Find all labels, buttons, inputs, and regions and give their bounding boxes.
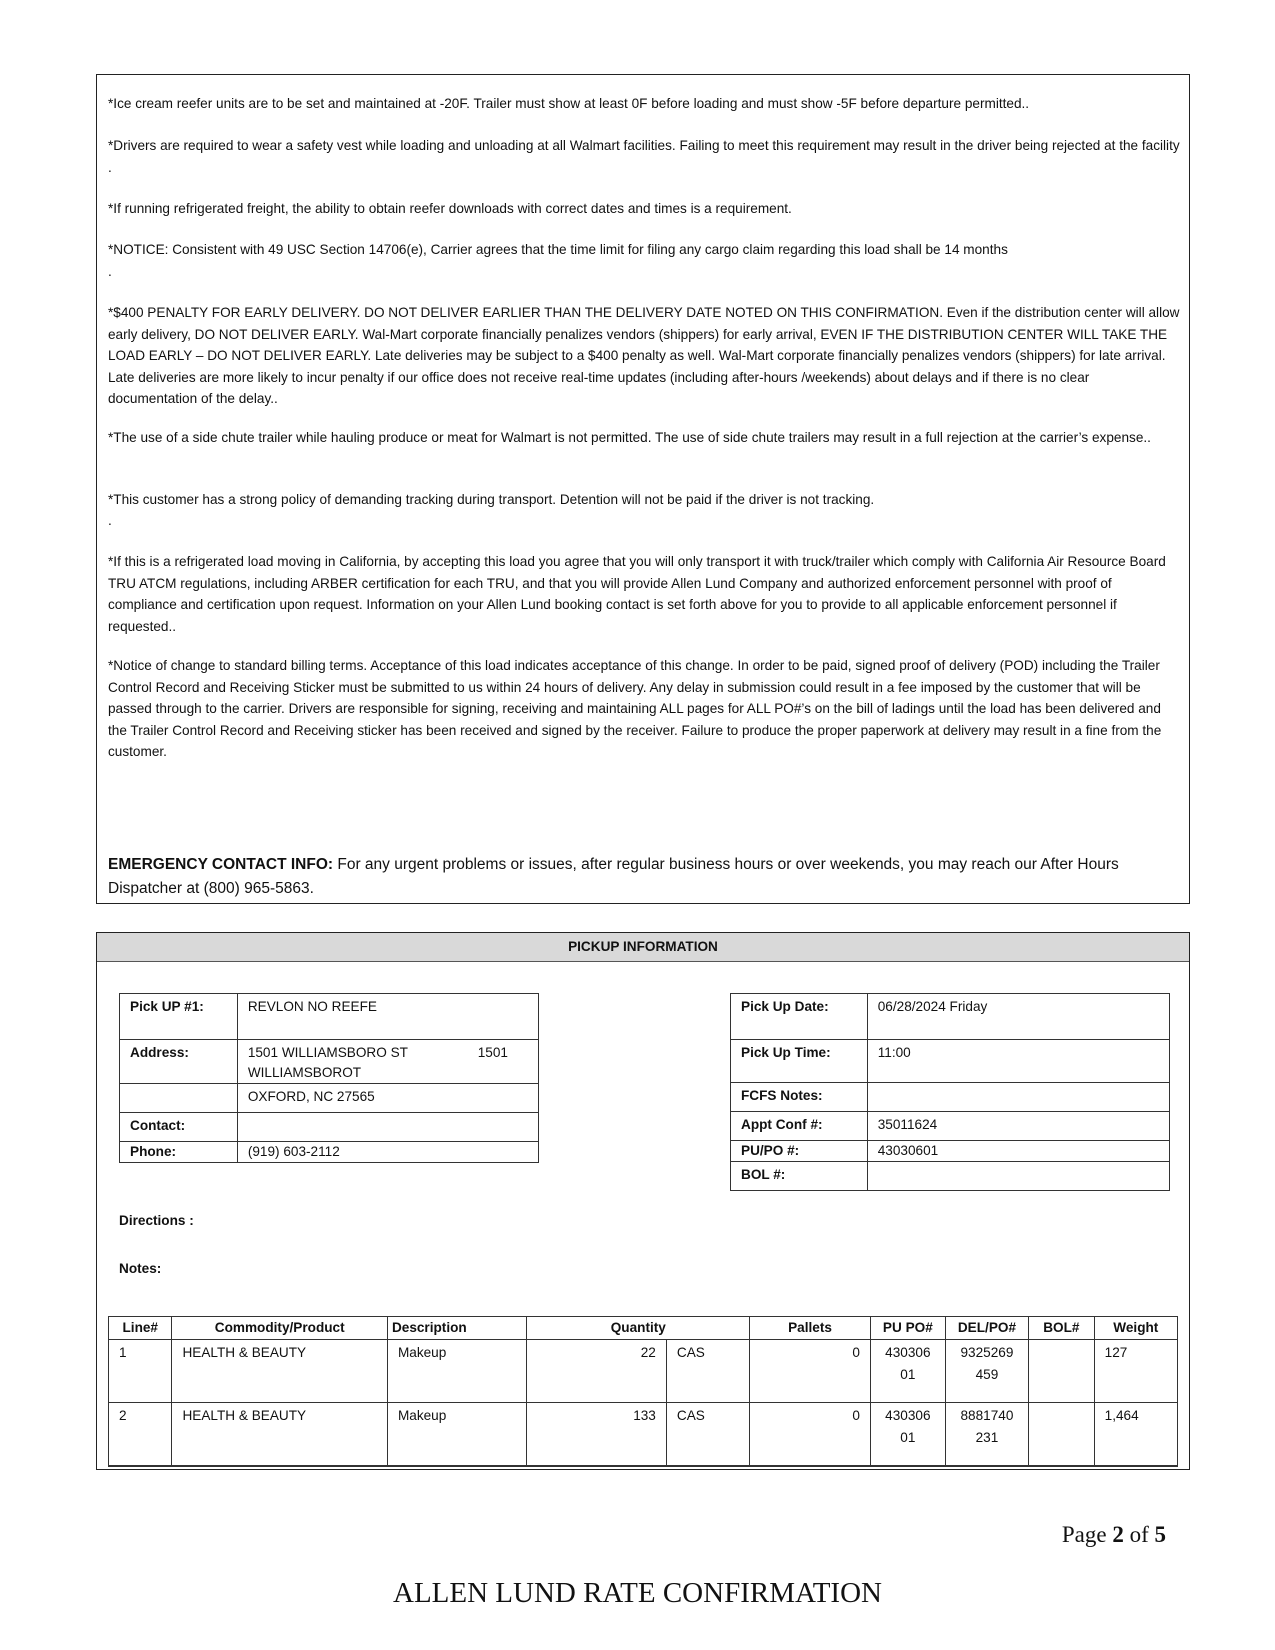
line-del-po-part: 9325269 [960,1345,1014,1360]
line-del-po-part: 459 [975,1367,999,1382]
bol-value [867,1162,1169,1191]
line-unit: CAS [666,1403,749,1466]
fcfs-notes-value [867,1083,1169,1112]
pickup-date-value: 06/28/2024 Friday [867,994,1169,1040]
line-description: Makeup [387,1403,526,1466]
table-row [109,1340,1178,1403]
line-quantity: 22 [527,1340,666,1403]
appt-conf-label: Appt Conf #: [731,1112,868,1141]
term-early-delivery: *$400 PENALTY FOR EARLY DELIVERY. DO NOT DELIVER EARLIER THAN THE DELIVERY DATE NOTED ON THIS CONFIRMATION. Even if the distribution center will allow early delivery, DO NOT DELIVER EARLY. Wal-Mart corporate financially penalizes vendors (shippers) for early arrival, EVEN IF THE DISTRIBUTION CENTER WILL TAKE THE LOAD EARLY – DO NOT DELIVER EARLY. Late deliveries may be subject to a $400 penalty as well. Wal-Mart corporate financially penalizes vendors (shippers) for late arrival. Late deliveries are more likely to incur penalty if our office does not receive real-time updates (including after-hours /weekends) about delays and if there is no clear documentation of the delay.. [108,305,1180,406]
col-description: Description [387,1317,526,1340]
col-pu-po: PU PO# [870,1317,945,1340]
term-side-chute: *The use of a side chute trailer while hauling produce or meat for Walmart is not permitted. The use of side chute trailers may result in a full rejection at the carrier’s expense.. [108,430,1151,445]
page-prefix: Page [1061,1522,1113,1547]
notes-label: Notes: [119,1261,162,1276]
col-commodity: Commodity/Product [172,1317,387,1340]
term-dot: . [108,513,112,528]
address-lines [237,1040,538,1084]
terms-section [96,74,1190,904]
line-unit: CAS [666,1340,749,1403]
emergency-label: EMERGENCY CONTACT INFO: [108,856,334,873]
page-number [1062,1522,1166,1548]
pu-po-label: PU/PO #: [731,1141,868,1162]
line-bol [1029,1340,1095,1403]
col-quantity: Quantity [527,1317,750,1340]
col-bol: BOL# [1029,1317,1095,1340]
line-quantity: 133 [527,1403,666,1466]
line-del-po-part: 231 [975,1430,999,1445]
term-cargo-claim: *NOTICE: Consistent with 49 USC Section 14706(e), Carrier agrees that the time limit for filing any cargo claim regarding this load shall be 14 months [108,242,1008,257]
fcfs-notes-label: FCFS Notes: [731,1083,868,1112]
line-number: 2 [109,1403,172,1466]
line-number: 1 [109,1340,172,1403]
address-number: 1501 [477,1045,508,1060]
line-commodity: HEALTH & BEAUTY [172,1403,387,1466]
term-reefer-downloads: *If running refrigerated freight, the ability to obtain reefer downloads with correct dates and times is a requirement. [108,201,792,216]
line-pu-po-part: 01 [900,1430,916,1445]
pickup-header: PICKUP INFORMATION [97,933,1189,962]
pickup-right-table [730,993,1170,1191]
address-line2: WILLIAMSBOROT [247,1065,362,1080]
line-pu-po-part: 430306 [885,1345,931,1360]
pu-po-value: 43030601 [867,1141,1169,1162]
term-safety-vest: *Drivers are required to wear a safety vest while loading and unloading at all Walmart facilities. Failing to meet this requirement may result in the driver being rejected at the facility . [108,138,1180,175]
directions-label: Directions : [119,1213,194,1228]
phone-label: Phone: [120,1142,238,1163]
line-bol [1029,1403,1095,1466]
pickup-section [96,932,1190,1470]
pickup-date-label: Pick Up Date: [731,994,868,1040]
pickup-left-table [119,993,539,1163]
address-label: Address: [120,1040,238,1084]
line-weight: 1,464 [1094,1403,1177,1466]
line-items-table [108,1316,1178,1467]
line-pu-po [870,1403,945,1466]
line-del-po-part: 8881740 [960,1408,1014,1423]
term-billing: *Notice of change to standard billing terms. Acceptance of this load indicates acceptance of this change. In order to be paid, signed proof of delivery (POD) including the Trailer Control Record and Receiving Sticker must be submitted to us within 24 hours of delivery. Any delay in submission could result in a fee imposed by the customer that will be passed through to the carrier. Drivers are responsible for signing, receiving and maintaining ALL pages for ALL PO#’s on the bill of ladings until the load has been delivered and the Trailer Control Record and Receiving sticker has been received and signed by the receiver. Failure to produce the proper paperwork at delivery may result in a fine from the customer. [108,658,1162,759]
pickup-time-label: Pick Up Time: [731,1040,868,1083]
term-ice-cream: *Ice cream reefer units are to be set and maintained at -20F. Trailer must show at least 0F before loading and must show -5F before departure permitted.. [108,96,1030,111]
line-del-po [945,1403,1028,1466]
term-tracking: *This customer has a strong policy of demanding tracking during transport. Detention will not be paid if the driver is not tracking. [108,492,875,507]
address-line1: 1501 WILLIAMSBORO ST [247,1045,408,1060]
emergency-text: For any urgent problems or issues, after regular business hours or over weekends, you may reach our After Hours Dispatcher at (800) 965-5863. [108,856,1119,897]
col-line: Line# [109,1317,172,1340]
pickup-name: REVLON NO REEFE [237,994,538,1040]
line-pu-po-part: 01 [900,1367,916,1382]
line-pu-po-part: 430306 [885,1408,931,1423]
term-california: *If this is a refrigerated load moving in California, by accepting this load you agree that you will only transport it with truck/trailer which comply with California Air Resource Board TRU ATCM regulations, including ARBER certification for each TRU, and that you will provide Allen Lund Company and authorized enforcement personnel with proof of compliance and certification upon request. Information on your Allen Lund booking contact is set forth above for you to provide to all applicable enforcement personnel if requested.. [108,554,1166,634]
contact-label: Contact: [120,1113,238,1142]
pickup-time-value: 11:00 [867,1040,1169,1083]
phone-value: (919) 603-2112 [237,1142,538,1163]
address-city: OXFORD, NC 27565 [237,1084,538,1113]
emergency-contact [108,853,1182,900]
document-title: ALLEN LUND RATE CONFIRMATION [393,1577,882,1609]
line-weight: 127 [1094,1340,1177,1403]
table-row [109,1403,1178,1466]
appt-conf-value: 35011624 [867,1112,1169,1141]
pickup-number-label: Pick UP #1: [120,994,238,1040]
line-description: Makeup [387,1340,526,1403]
term-dot: . [108,264,112,279]
line-pu-po [870,1340,945,1403]
bol-label: BOL #: [731,1162,868,1191]
contact-value [237,1113,538,1142]
col-del-po: DEL/PO# [945,1317,1028,1340]
line-del-po [945,1340,1028,1403]
line-items-header [109,1317,1178,1340]
line-pallets: 0 [750,1340,871,1403]
page-total: 5 [1154,1522,1166,1547]
col-pallets: Pallets [750,1317,871,1340]
line-pallets: 0 [750,1403,871,1466]
page-current: 2 [1112,1522,1124,1547]
page-of: of [1123,1522,1155,1547]
line-commodity: HEALTH & BEAUTY [172,1340,387,1403]
col-weight: Weight [1094,1317,1177,1340]
